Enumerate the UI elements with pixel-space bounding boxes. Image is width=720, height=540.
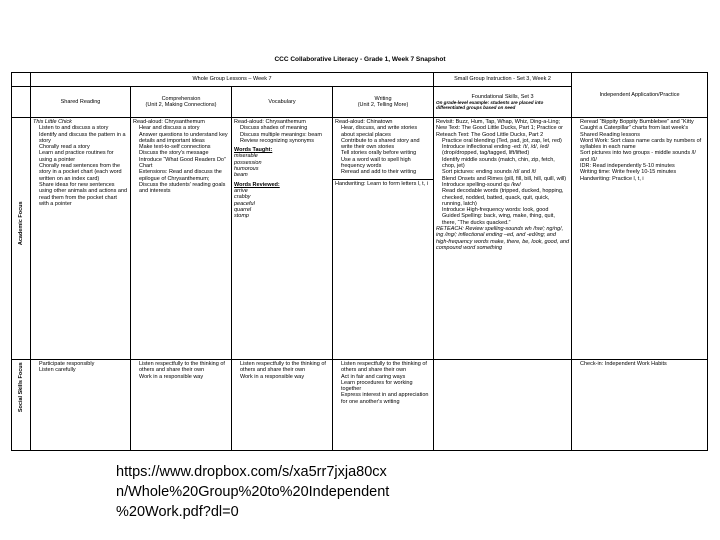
words-reviewed-label: Words Reviewed: — [234, 181, 280, 188]
list-item: • Answer questions to understand key details and important ideas — [139, 132, 229, 145]
snapshot-table — [11, 72, 708, 451]
list-item: • Reread and add to their writing — [341, 169, 431, 175]
list-item: • Listen respectfully to the thinking of others and share their own — [240, 361, 330, 374]
list-item: • Word Work: Sort class name cards by numbers of syllables in each name — [580, 138, 705, 151]
list-item: • Learn procedures for working together — [341, 380, 431, 393]
list-item: • Listen to and discuss a story — [39, 125, 128, 131]
foundational-social-cell — [434, 360, 572, 451]
academic-focus-label: Academic Focus — [12, 118, 31, 360]
list-item: • Read decodable words (tripped, ducked, hopping, checked, nodded, batted, quack, quit, quick, running, latch) — [442, 188, 569, 207]
list-item: • Chorally read sentences from the story in a pocket chart (each word written on an index card) — [39, 163, 128, 182]
list-item: • Identify and discuss the pattern in a story — [39, 132, 128, 145]
word: humorous — [234, 166, 259, 173]
foundational-header — [434, 87, 572, 118]
document-title: CCC Collaborative Literacy - Grade 1, Week 7 Snapshot — [274, 56, 446, 63]
list-item: • Express interest in and appreciation for one another's writing — [341, 392, 431, 405]
list-item: • Contribute to a shared story and write their own stories — [341, 138, 431, 151]
group-header-row — [12, 73, 708, 87]
list-item: • Use a word wall to spell high frequency words — [341, 157, 431, 170]
list-item: • Make text-to-self connections — [139, 144, 229, 150]
social-focus-label: Social Skills Focus — [12, 360, 31, 451]
word: beam — [234, 172, 248, 179]
list-item: • Introduce High-frequency words: look, good — [442, 207, 569, 213]
comprehension-cell — [131, 118, 232, 360]
list-item: • Review recognizing synonyms — [240, 138, 330, 144]
academic-row — [12, 118, 708, 360]
small-group-header: Small Group Instruction - Set 3, Week 2 — [434, 73, 572, 87]
list-item: • Guided Spelling: back, wing, make, thing, quit, there, “The ducks quacked.” — [442, 213, 569, 226]
word: possession — [234, 159, 262, 166]
word: stomp — [234, 213, 249, 220]
comprehension-title: Comprehension — [161, 95, 201, 102]
comprehension-unit: (Unit 2, Making Connections) — [145, 102, 217, 108]
writing-social-cell — [333, 360, 434, 451]
list-item: • Listen carefully — [39, 367, 128, 373]
writing-readaloud: Read-aloud: Chinatown — [335, 119, 393, 125]
social-row — [12, 360, 708, 451]
list-item: • Reread “Bippity Boppity Bumblebee” and “Kitty Caught a Caterpillar” charts from last week's Shared Reading lessons — [580, 119, 705, 138]
shared-reading-social-cell — [31, 360, 131, 451]
foundational-note: On grade-level example: students are placed into differentiated groups based on need — [436, 99, 544, 111]
shared-reading-title: This Little Chick — [33, 119, 72, 125]
word: arrive — [234, 187, 248, 194]
independent-social-cell — [572, 360, 708, 451]
writing-unit: (Unit 2, Telling More) — [357, 102, 409, 108]
list-item: • Tell stories orally before writing — [341, 150, 431, 156]
vocabulary-cell — [232, 118, 333, 360]
foundational-intro: Revisit: Buzz, Hum, Tap, Whap, Whiz, Ding-a-Ling; New Text: The Good Little Ducks, Part 1; Practice or Reteach Text: The Good Little Ducks, Part 2 — [436, 119, 563, 138]
list-item: • Act in fair and caring ways — [341, 374, 431, 380]
vocabulary-header: Vocabulary — [232, 87, 333, 118]
word: quarrel — [234, 206, 252, 213]
list-item: • Discuss multiple meanings: beam — [240, 132, 330, 138]
whole-group-header: Whole Group Lessons – Week 7 — [31, 73, 434, 87]
list-item: • Introduce inflectional ending -ed: /t/, /d/, /ed/ (drop/dropped, tag/tagged, lift/lifted) — [442, 144, 569, 157]
reteach-note: RETEACH: Review spelling-sounds wh /hw/; ng/ng/, ing /ing/; inflectional ending –ed, and -ed/ing; and high-frequency words make, there, be, look, good, and compound word something — [436, 226, 570, 251]
list-item: • Introduce spelling-sound qu /kw/ — [442, 182, 569, 188]
writing-title: Writing — [374, 95, 392, 102]
list-item: • Handwriting: Practice l, t, i — [580, 176, 705, 182]
list-item: • Hear and discuss a story — [139, 125, 229, 131]
list-item: • Identify middle sounds (match, chin, zip, fetch, chop, jet) — [442, 157, 569, 170]
writing-cell — [333, 118, 434, 360]
list-item: • Chorally read a story — [39, 144, 128, 150]
comprehension-readaloud: Read-aloud: Chrysanthemum — [133, 119, 205, 125]
word: crabby — [234, 194, 251, 201]
list-item: • Sort pictures: ending sounds /d/ and /t/ — [442, 169, 569, 175]
words-taught-label: Words Taught: — [234, 147, 273, 154]
list-item: • Sort pictures into two groups - middle sounds /l/ and /ŭ/ — [580, 150, 705, 163]
writing-header — [333, 87, 434, 118]
corner-cell-2 — [12, 87, 31, 118]
list-item: • Check-in: Independent Work Habits — [580, 361, 705, 367]
list-item: • Introduce “What Good Readers Do” Chart — [139, 157, 229, 170]
word: peaceful — [234, 200, 255, 207]
foundational-cell — [434, 118, 572, 360]
independent-header: Independent Application/Practice — [572, 73, 708, 118]
list-item: • Extensions: Read and discuss the epilogue of Chrysanthemum; Discuss the students' reading goals and interests — [139, 169, 229, 194]
vocabulary-readaloud: Read-aloud: Chrysanthemum — [234, 119, 306, 125]
foundational-title: Foundational Skills, Set 3 — [471, 93, 534, 100]
shared-reading-header: Shared Reading — [31, 87, 131, 118]
list-item: • Work in a responsible way — [139, 374, 229, 380]
list-item: • Share ideas for new sentences using other animals and actions and read them from the pocket chart with a pointer — [39, 182, 128, 207]
list-item: • Participate responsibly — [39, 361, 128, 367]
independent-cell — [572, 118, 708, 360]
vocabulary-social-cell — [232, 360, 333, 451]
list-item: • Listen respectfully to the thinking of others and share their own — [341, 361, 431, 374]
list-item: • Blend Onsets and Rimes (pill, fill, bill, hill, quill, will) — [442, 176, 569, 182]
list-item: • Practice oral blending (Ted, pad, jot, zap, let, red) — [442, 138, 569, 144]
word: miserable — [234, 153, 258, 160]
list-item: • Hear, discuss, and write stories about special places — [341, 125, 431, 138]
corner-cell — [12, 73, 31, 87]
comprehension-social-cell — [131, 360, 232, 451]
list-item: • Writing time: Write freely 10-15 minutes — [580, 169, 705, 175]
handwriting-note: Handwriting: Learn to form letters l, t, i — [333, 179, 433, 187]
source-link[interactable]: https://www.dropbox.com/s/xa5rr7jxja80cx n/Whole%20Group%20to%20Independent %20Work.pdf?dl=0 — [116, 464, 390, 520]
list-item: • Work in a responsible way — [240, 374, 330, 380]
shared-reading-cell — [31, 118, 131, 360]
comprehension-header — [131, 87, 232, 118]
list-item: • Discuss the story's message — [139, 150, 229, 156]
list-item: • Listen respectfully to the thinking of others and share their own — [139, 361, 229, 374]
list-item: • Discuss shades of meaning — [240, 125, 330, 131]
list-item: • Learn and practice routines for using a pointer — [39, 150, 128, 163]
list-item: • IDR: Read independently 5-10 minutes — [580, 163, 705, 169]
